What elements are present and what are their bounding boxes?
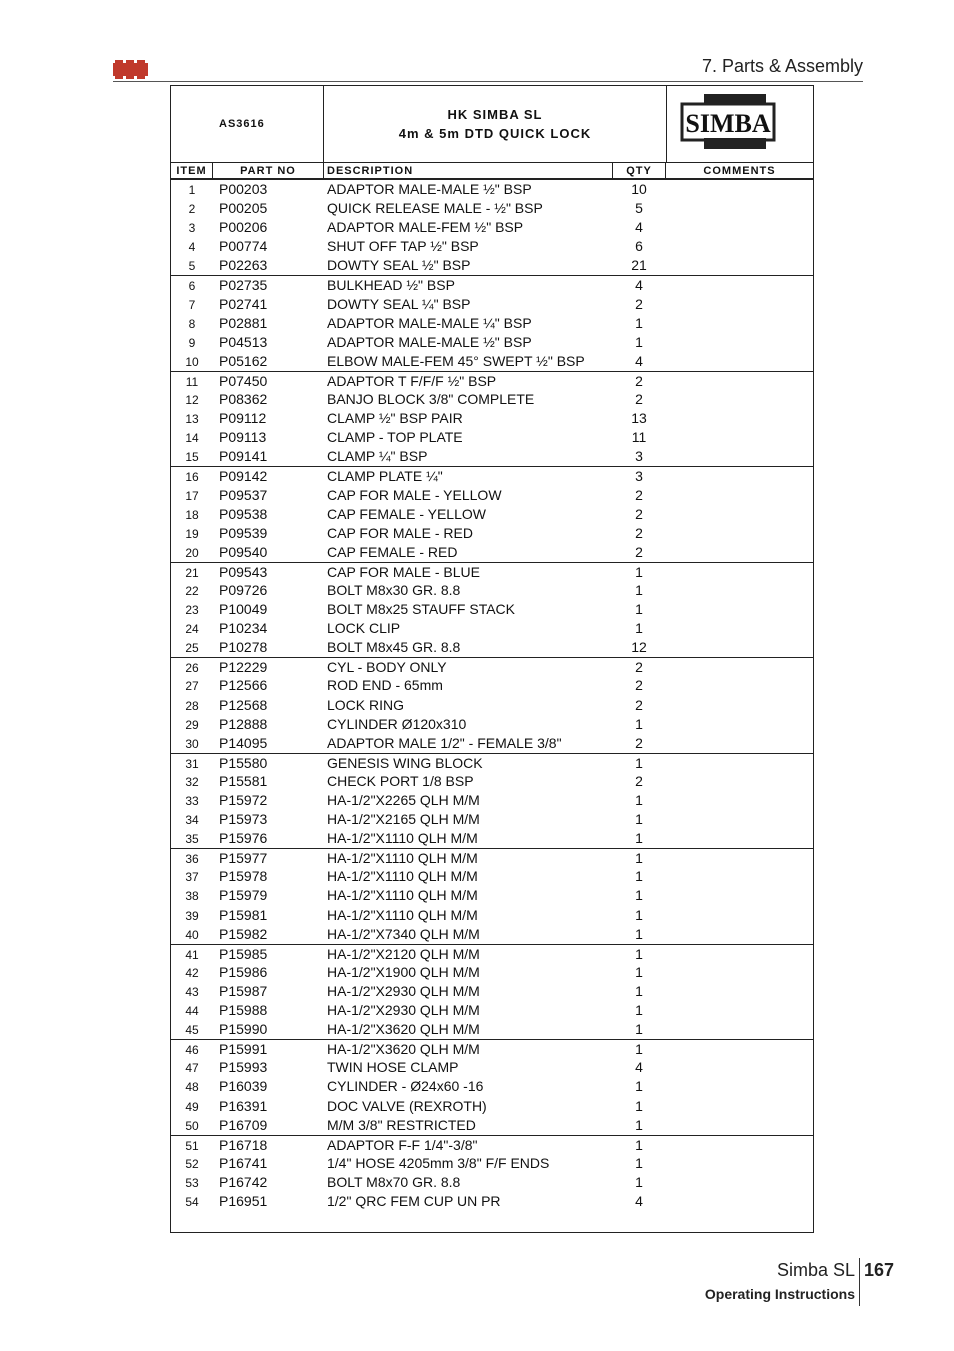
row-part-no: P05162 — [219, 352, 268, 369]
row-qty: 1 — [635, 1078, 643, 1095]
col-description: DESCRIPTION — [324, 162, 613, 180]
row-part-no: P00203 — [219, 181, 268, 197]
row-part-no: P07450 — [219, 372, 268, 389]
row-qty: 1 — [635, 887, 643, 904]
row-item: 26 — [185, 661, 199, 676]
row-description: CHECK PORT 1/8 BSP — [327, 772, 474, 789]
row-item: 22 — [185, 583, 199, 598]
row-description: HA-1/2"X1110 QLH M/M — [327, 830, 478, 847]
table-row — [171, 466, 813, 485]
row-qty: 1 — [635, 1097, 643, 1114]
row-qty: 2 — [635, 696, 643, 713]
table-row — [171, 1173, 813, 1192]
table-row — [171, 715, 813, 734]
row-qty: 4 — [635, 277, 643, 294]
row-qty: 1 — [635, 314, 643, 331]
row-item: 12 — [185, 393, 199, 408]
row-part-no: P16391 — [219, 1097, 268, 1114]
table-row — [171, 963, 813, 982]
row-part-no: P15977 — [219, 850, 268, 867]
table-row — [171, 638, 813, 657]
row-item: 6 — [188, 279, 196, 294]
row-part-no: P10049 — [219, 601, 268, 618]
row-item: 43 — [185, 984, 199, 999]
row-part-no: P00206 — [219, 219, 268, 236]
table-row — [171, 657, 813, 676]
table-row — [171, 505, 813, 524]
row-description: CAP FOR MALE - RED — [327, 524, 473, 541]
row-part-no: P15988 — [219, 1002, 268, 1019]
row-qty: 6 — [635, 238, 643, 255]
row-qty: 1 — [635, 601, 643, 618]
row-item: 17 — [185, 488, 199, 503]
row-description: HA-1/2"X1110 QLH M/M — [327, 868, 478, 885]
row-description: 1/2" QRC FEM CUP UN PR — [327, 1192, 501, 1209]
row-description: ADAPTOR MALE-MALE ½" BSP — [327, 333, 532, 350]
row-qty: 1 — [635, 830, 643, 847]
row-description: TWIN HOSE CLAMP — [327, 1059, 459, 1076]
row-part-no: P15979 — [219, 887, 268, 904]
row-part-no: P02741 — [219, 295, 268, 312]
row-part-no: P10234 — [219, 620, 268, 637]
row-description: CYLINDER Ø120x310 — [327, 715, 467, 732]
row-part-no: P15987 — [219, 982, 268, 999]
row-description: HA-1/2"X7340 QLH M/M — [327, 925, 480, 942]
row-item: 3 — [188, 221, 196, 236]
table-row — [171, 543, 813, 562]
table-row — [171, 906, 813, 925]
row-item: 19 — [185, 526, 199, 541]
simba-logo-text: SIMBA — [685, 109, 771, 138]
row-description: HA-1/2"X2930 QLH M/M — [327, 1002, 480, 1019]
row-description: HA-1/2"X1110 QLH M/M — [327, 850, 478, 867]
table-row — [171, 696, 813, 715]
row-qty: 1 — [635, 906, 643, 923]
table-row — [171, 1001, 813, 1020]
table-row — [171, 925, 813, 944]
row-item: 2 — [188, 202, 196, 217]
table-row — [171, 352, 813, 371]
row-part-no: P15973 — [219, 811, 268, 828]
table-row — [171, 848, 813, 867]
assembly-title-line2: 4m & 5m DTD QUICK LOCK — [398, 126, 592, 141]
row-qty: 1 — [635, 1002, 643, 1019]
row-description: CLAMP ½" BSP PAIR — [327, 410, 463, 427]
row-description: HA-1/2"X1110 QLH M/M — [327, 887, 478, 904]
row-description: SHUT OFF TAP ½" BSP — [327, 238, 479, 255]
row-part-no: P15982 — [219, 925, 268, 942]
table-row — [171, 791, 813, 810]
table-row — [171, 1020, 813, 1039]
table-row — [171, 619, 813, 638]
row-qty: 2 — [635, 772, 643, 789]
table-row — [171, 886, 813, 905]
row-part-no: P10278 — [219, 639, 268, 656]
row-qty: 10 — [631, 181, 647, 197]
row-description: ADAPTOR MALE-FEM ½" BSP — [327, 219, 524, 236]
row-qty: 21 — [631, 257, 647, 274]
row-part-no: P02881 — [219, 314, 268, 331]
row-description: HA-1/2"X1110 QLH M/M — [327, 906, 478, 923]
table-row — [171, 237, 813, 256]
row-part-no: P09113 — [219, 429, 267, 446]
col-item: ITEM — [171, 162, 213, 180]
row-qty: 1 — [635, 792, 643, 808]
row-part-no: P15993 — [219, 1059, 268, 1076]
row-qty: 1 — [635, 1021, 643, 1038]
row-description: HA-1/2"X2120 QLH M/M — [327, 945, 480, 962]
row-part-no: P09142 — [219, 468, 268, 485]
row-description: BOLT M8x70 GR. 8.8 — [327, 1173, 461, 1190]
row-description: HA-1/2"X1900 QLH M/M — [327, 963, 480, 980]
row-description: LOCK CLIP — [327, 620, 401, 637]
row-part-no: P09726 — [219, 581, 268, 598]
row-description: M/M 3/8" RESTRICTED — [327, 1116, 476, 1133]
table-row — [171, 295, 813, 314]
table-row — [171, 1192, 813, 1211]
row-qty: 1 — [635, 1116, 643, 1133]
row-description: CAP FOR MALE - YELLOW — [327, 486, 502, 503]
row-part-no: P15990 — [219, 1021, 268, 1038]
row-qty: 1 — [635, 581, 643, 598]
row-item: 33 — [185, 794, 199, 808]
row-item: 46 — [185, 1043, 199, 1058]
row-item: 20 — [185, 545, 199, 560]
row-description: BULKHEAD ½" BSP — [327, 277, 455, 294]
row-qty: 1 — [635, 925, 643, 942]
table-row — [171, 180, 813, 199]
table-row — [171, 581, 813, 600]
row-part-no: P15991 — [219, 1041, 268, 1058]
row-qty: 1 — [635, 620, 643, 637]
row-item: 37 — [185, 870, 199, 885]
row-item: 52 — [185, 1156, 199, 1171]
row-item: 29 — [185, 717, 199, 732]
footer-subtitle: Operating Instructions — [704, 1286, 855, 1302]
row-qty: 1 — [635, 945, 643, 962]
row-qty: 1 — [635, 1136, 643, 1153]
row-part-no: P12229 — [219, 659, 268, 676]
row-qty: 1 — [635, 1154, 643, 1171]
parts-sheet — [170, 85, 814, 1233]
row-description: DOWTY SEAL ¼" BSP — [327, 295, 471, 312]
row-item: 42 — [185, 965, 199, 980]
row-item: 21 — [185, 565, 199, 580]
row-part-no: P16742 — [219, 1173, 268, 1190]
row-part-no: P16718 — [219, 1136, 268, 1153]
row-description: ADAPTOR MALE-MALE ¼" BSP — [327, 314, 532, 331]
row-qty: 1 — [635, 563, 643, 580]
row-item: 10 — [185, 354, 199, 369]
row-qty: 1 — [635, 333, 643, 350]
row-part-no: P15981 — [219, 906, 268, 923]
table-row — [171, 1077, 813, 1096]
row-description: CAP FEMALE - YELLOW — [327, 505, 486, 522]
row-item: 53 — [185, 1175, 199, 1190]
row-part-no: P15976 — [219, 830, 268, 847]
table-row — [171, 772, 813, 791]
row-qty: 1 — [635, 982, 643, 999]
table-row — [171, 753, 813, 772]
row-part-no: P15580 — [219, 754, 268, 771]
row-item: 31 — [185, 756, 199, 771]
row-part-no: P12568 — [219, 696, 268, 713]
row-part-no: P09540 — [219, 543, 268, 560]
row-description: DOWTY SEAL ½" BSP — [327, 257, 471, 274]
row-description: ADAPTOR MALE 1/2" - FEMALE 3/8" — [327, 734, 562, 751]
row-part-no: P12566 — [219, 677, 268, 694]
row-part-no: P16039 — [219, 1078, 268, 1095]
row-description: BANJO BLOCK 3/8" COMPLETE — [327, 391, 535, 408]
row-part-no: P15986 — [219, 963, 268, 980]
row-item: 40 — [185, 927, 199, 942]
table-row — [171, 734, 813, 753]
col-comments: COMMENTS — [666, 162, 813, 180]
row-description: CAP FOR MALE - BLUE — [327, 563, 481, 580]
row-part-no: P15985 — [219, 945, 268, 962]
row-part-no: P09538 — [219, 505, 268, 522]
table-row — [171, 428, 813, 447]
table-row — [171, 333, 813, 352]
row-description: CLAMP PLATE ¼" — [327, 468, 443, 485]
header-divider — [113, 81, 863, 82]
row-qty: 11 — [631, 429, 647, 446]
row-item: 34 — [185, 813, 199, 828]
row-item: 9 — [188, 335, 196, 350]
row-part-no: P09543 — [219, 563, 268, 580]
row-description: HA-1/2"X3620 QLH M/M — [327, 1041, 480, 1058]
row-qty: 2 — [635, 391, 643, 408]
table-row — [171, 390, 813, 409]
row-description: HA-1/2"X2930 QLH M/M — [327, 982, 480, 999]
row-qty: 4 — [635, 1192, 643, 1209]
row-part-no: P15972 — [219, 792, 268, 808]
row-description: CYLINDER - Ø24x60 -16 — [327, 1078, 484, 1095]
row-item: 24 — [185, 622, 199, 637]
section-title: 7. Parts & Assembly — [701, 56, 863, 76]
row-qty: 4 — [635, 352, 643, 369]
row-qty: 2 — [635, 372, 643, 389]
row-item: 49 — [185, 1099, 199, 1114]
row-item: 11 — [185, 374, 199, 389]
row-qty: 3 — [635, 468, 643, 485]
table-row — [171, 256, 813, 275]
row-qty: 3 — [635, 448, 643, 465]
row-description: CLAMP ¼" BSP — [327, 448, 428, 465]
simba-logo-cell — [666, 86, 813, 162]
row-qty: 2 — [635, 524, 643, 541]
row-qty: 12 — [631, 639, 647, 656]
row-item: 32 — [185, 774, 199, 789]
row-description: HA-1/2"X3620 QLH M/M — [327, 1021, 480, 1038]
table-row — [171, 810, 813, 829]
parts-rows — [171, 180, 813, 1211]
page-number: 167 — [864, 1260, 895, 1280]
row-qty: 1 — [635, 850, 643, 867]
row-item: 7 — [188, 297, 196, 312]
table-row — [171, 676, 813, 695]
row-item: 25 — [185, 641, 199, 656]
row-item: 50 — [185, 1118, 199, 1133]
row-qty: 13 — [631, 410, 647, 427]
footer-product: Simba SL — [776, 1260, 855, 1280]
table-row — [171, 944, 813, 963]
row-qty: 5 — [635, 200, 643, 217]
table-row — [171, 486, 813, 505]
table-row — [171, 867, 813, 886]
row-item: 1 — [188, 183, 196, 197]
row-part-no: P15581 — [219, 772, 268, 789]
row-item: 15 — [185, 450, 199, 465]
row-qty: 1 — [635, 715, 643, 732]
row-item: 18 — [185, 507, 199, 522]
row-item: 16 — [185, 470, 199, 485]
row-part-no: P09539 — [219, 524, 268, 541]
table-row — [171, 218, 813, 237]
row-item: 44 — [185, 1004, 199, 1019]
row-item: 51 — [185, 1138, 199, 1153]
row-part-no: P08362 — [219, 391, 268, 408]
row-qty: 4 — [635, 219, 643, 236]
row-qty: 1 — [635, 963, 643, 980]
table-row — [171, 562, 813, 581]
row-item: 5 — [188, 259, 196, 274]
row-description: DOC VALVE (REXROTH) — [327, 1097, 487, 1114]
row-item: 28 — [185, 698, 199, 713]
row-qty: 2 — [635, 659, 643, 676]
row-description: BOLT M8x25 STAUFF STACK — [327, 601, 516, 618]
row-item: 27 — [185, 679, 199, 694]
table-row — [171, 199, 813, 218]
row-description: ADAPTOR T F/F/F ½" BSP — [327, 372, 497, 389]
row-item: 41 — [185, 947, 199, 962]
row-part-no: P16709 — [219, 1116, 268, 1133]
row-part-no: P09141 — [219, 448, 268, 465]
row-description: ROD END - 65mm — [327, 677, 443, 694]
row-qty: 1 — [635, 754, 643, 771]
row-item: 8 — [188, 316, 196, 331]
row-qty: 2 — [635, 295, 643, 312]
row-qty: 1 — [635, 811, 643, 828]
table-row — [171, 275, 813, 294]
assembly-title-line1: HK SIMBA SL — [447, 107, 543, 122]
row-part-no: P02735 — [219, 277, 268, 294]
row-part-no: P00774 — [219, 238, 268, 255]
table-row — [171, 409, 813, 428]
row-item: 54 — [185, 1194, 199, 1209]
row-description: GENESIS WING BLOCK — [327, 754, 483, 771]
table-row — [171, 829, 813, 848]
row-item: 13 — [185, 412, 199, 427]
row-item: 35 — [185, 832, 199, 847]
table-row — [171, 524, 813, 543]
row-item: 4 — [188, 240, 196, 255]
row-description: CLAMP - TOP PLATE — [327, 429, 463, 446]
row-item: 48 — [185, 1080, 199, 1095]
col-part-no: PART NO — [213, 162, 324, 180]
table-row — [171, 982, 813, 1001]
table-row — [171, 1154, 813, 1173]
table-row — [171, 1039, 813, 1058]
row-part-no: P16741 — [219, 1154, 268, 1171]
row-description: CYL - BODY ONLY — [327, 659, 447, 676]
row-description: 1/4" HOSE 4205mm 3/8" F/F ENDS — [327, 1154, 550, 1171]
row-part-no: P12888 — [219, 715, 268, 732]
row-part-no: P09537 — [219, 486, 268, 503]
row-qty: 2 — [635, 486, 643, 503]
row-part-no: P15978 — [219, 868, 268, 885]
row-qty: 1 — [635, 1173, 643, 1190]
row-qty: 1 — [635, 1041, 643, 1058]
row-part-no: P04513 — [219, 333, 268, 350]
table-row — [171, 1116, 813, 1135]
row-item: 23 — [185, 603, 199, 618]
row-item: 47 — [185, 1061, 199, 1076]
row-qty: 2 — [635, 734, 643, 751]
row-qty: 2 — [635, 505, 643, 522]
row-part-no: P00205 — [219, 200, 268, 217]
row-part-no: P16951 — [219, 1192, 268, 1209]
row-part-no: P09112 — [219, 410, 267, 427]
assembly-code: AS3616 — [171, 86, 324, 162]
row-description: BOLT M8x30 GR. 8.8 — [327, 581, 461, 598]
row-item: 38 — [185, 889, 199, 904]
col-qty: QTY — [613, 162, 666, 180]
table-row — [171, 1058, 813, 1077]
row-description: ADAPTOR MALE-MALE ½" BSP — [327, 181, 532, 197]
row-item: 36 — [185, 852, 199, 867]
row-item: 45 — [185, 1023, 199, 1038]
assembly-title — [324, 86, 667, 162]
row-description: ELBOW MALE-FEM 45° SWEPT ½" BSP — [327, 352, 585, 369]
row-qty: 4 — [635, 1059, 643, 1076]
row-item: 14 — [185, 431, 199, 446]
table-row — [171, 447, 813, 466]
row-description: CAP FEMALE - RED — [327, 543, 458, 560]
table-row — [171, 600, 813, 619]
row-description: QUICK RELEASE MALE - ½" BSP — [327, 200, 543, 217]
footer-divider — [859, 1258, 860, 1306]
row-description: BOLT M8x45 GR. 8.8 — [327, 639, 461, 656]
row-description: LOCK RING — [327, 696, 405, 713]
table-row — [171, 314, 813, 333]
row-qty: 1 — [635, 868, 643, 885]
row-description: ADAPTOR F-F 1/4"-3/8" — [327, 1136, 478, 1153]
row-description: HA-1/2"X2165 QLH M/M — [327, 811, 480, 828]
table-row — [171, 371, 813, 390]
row-item: 30 — [185, 736, 199, 751]
row-description: HA-1/2"X2265 QLH M/M — [327, 792, 480, 808]
row-qty: 2 — [635, 677, 643, 694]
simba-logo — [666, 86, 813, 162]
row-part-no: P02263 — [219, 257, 268, 274]
table-row — [171, 1135, 813, 1154]
row-qty: 2 — [635, 543, 643, 560]
table-row — [171, 1097, 813, 1116]
row-part-no: P14095 — [219, 734, 268, 751]
row-item: 39 — [185, 908, 199, 923]
simba-small-logo — [113, 60, 148, 79]
